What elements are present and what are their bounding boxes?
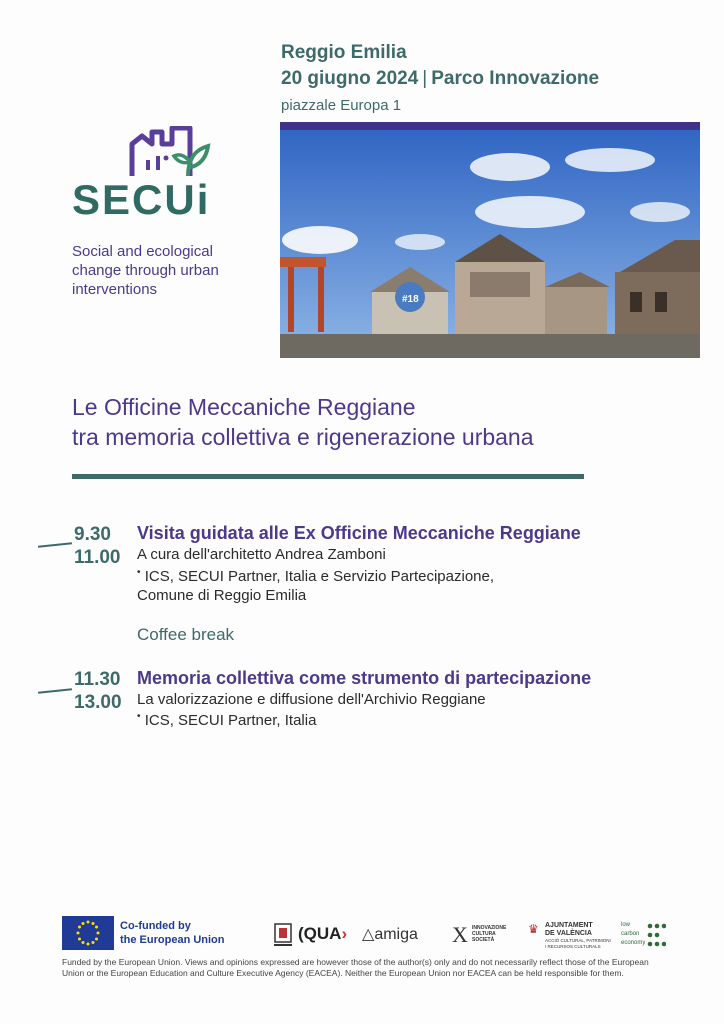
eu-cofunded-label bbox=[120, 919, 225, 947]
secui-logo-wordmark: SECUi bbox=[72, 176, 211, 223]
session-affiliation bbox=[137, 711, 316, 729]
ics-line: SOCIETÀ bbox=[472, 937, 495, 943]
bullet-icon: • bbox=[137, 567, 141, 578]
session-title: Visita guidata alle Ex Officine Meccaniche Reggiane bbox=[137, 523, 581, 543]
lce-line: low bbox=[621, 922, 631, 928]
valencia-line: I RECURSOS CULTURALS bbox=[545, 944, 601, 949]
event-date-venue bbox=[281, 68, 599, 90]
valencia-line: ACCIÓ CULTURAL, PATRIMONI bbox=[545, 938, 611, 943]
amiga-text: amiga bbox=[374, 926, 418, 943]
session-speaker: La valorizzazione e diffusione dell'Archivio Reggiane bbox=[137, 691, 486, 708]
amiga-logo bbox=[362, 924, 418, 944]
bullet-icon: • bbox=[137, 711, 141, 722]
tagline-line: Social and ecological bbox=[72, 243, 213, 260]
qua-bracket-icon: ( bbox=[298, 924, 304, 943]
event-city: Reggio Emilia bbox=[281, 42, 407, 63]
low-carbon-economy-logo bbox=[621, 921, 645, 948]
session-start-time: 9.30 bbox=[74, 524, 111, 545]
hero-photo bbox=[280, 122, 700, 358]
ics-x-icon: X bbox=[452, 922, 468, 947]
valencia-line: AJUNTAMENT bbox=[545, 922, 593, 929]
title-divider bbox=[72, 474, 584, 479]
lce-dots-icon bbox=[646, 922, 666, 948]
secui-tagline bbox=[72, 242, 262, 299]
event-date: 20 giugno 2024 bbox=[281, 68, 419, 89]
session-affiliation bbox=[137, 567, 494, 585]
qua-logo bbox=[298, 924, 347, 944]
secui-logo-icon bbox=[128, 126, 214, 180]
ics-line: INNOVAZIONE bbox=[472, 925, 507, 931]
coffee-break: Coffee break bbox=[137, 625, 235, 644]
session-speaker: A cura dell'architetto Andrea Zamboni bbox=[137, 546, 386, 563]
event-title bbox=[72, 392, 692, 452]
lce-line: economy bbox=[621, 940, 646, 946]
ics-line: CULTURA bbox=[472, 931, 496, 937]
event-venue: Parco Innovazione bbox=[431, 68, 600, 89]
comune-crest-icon bbox=[272, 920, 294, 948]
session-marker bbox=[38, 688, 72, 694]
affiliation-text: ICS, SECUI Partner, Italia e Servizio Partecipazione, bbox=[144, 568, 495, 585]
session-title: Memoria collettiva come strumento di partecipazione bbox=[137, 668, 592, 688]
hero-illustration bbox=[280, 122, 700, 358]
session-marker bbox=[38, 542, 72, 548]
title-line: Le Officine Meccaniche Reggiane bbox=[72, 394, 416, 420]
title-line: tra memoria collettiva e rigenerazione urbana bbox=[72, 424, 534, 450]
lce-line: carbon bbox=[621, 931, 640, 937]
eu-line: Co-funded by bbox=[120, 920, 191, 932]
funding-disclaimer: Funded by the European Union. Views and opinions expressed are however those of the author(s) only and do not necessarily reflect those of the European Union or the European Education and Culture Executive Agency (EACEA). Neither the European Union nor EACEA can be held responsible for them. bbox=[62, 957, 649, 978]
valencia-line: DE VALÈNCIA bbox=[545, 930, 592, 937]
eu-flag-icon bbox=[62, 916, 114, 950]
amiga-triangle-icon: △ bbox=[362, 926, 375, 943]
hero-top-bar bbox=[280, 122, 700, 130]
separator: | bbox=[422, 68, 428, 89]
tagline-line: change through urban bbox=[72, 262, 219, 279]
session-end-time: 13.00 bbox=[74, 692, 122, 713]
tagline-line: interventions bbox=[72, 281, 158, 298]
arrow-icon: › bbox=[341, 924, 348, 943]
valencia-logo-text bbox=[545, 922, 611, 950]
ics-logo-text bbox=[472, 925, 506, 943]
qua-text: QUA bbox=[303, 924, 342, 943]
valencia-crest-icon: ♛ bbox=[528, 922, 539, 936]
session-start-time: 11.30 bbox=[74, 669, 121, 690]
hero-badge: #18 bbox=[402, 294, 419, 305]
event-address: piazzale Europa 1 bbox=[281, 97, 402, 114]
eu-line: the European Union bbox=[120, 934, 225, 946]
session-affiliation-cont: Comune di Reggio Emilia bbox=[137, 587, 307, 604]
affiliation-text: ICS, SECUI Partner, Italia bbox=[144, 712, 317, 729]
session-end-time: 11.00 bbox=[74, 547, 121, 568]
